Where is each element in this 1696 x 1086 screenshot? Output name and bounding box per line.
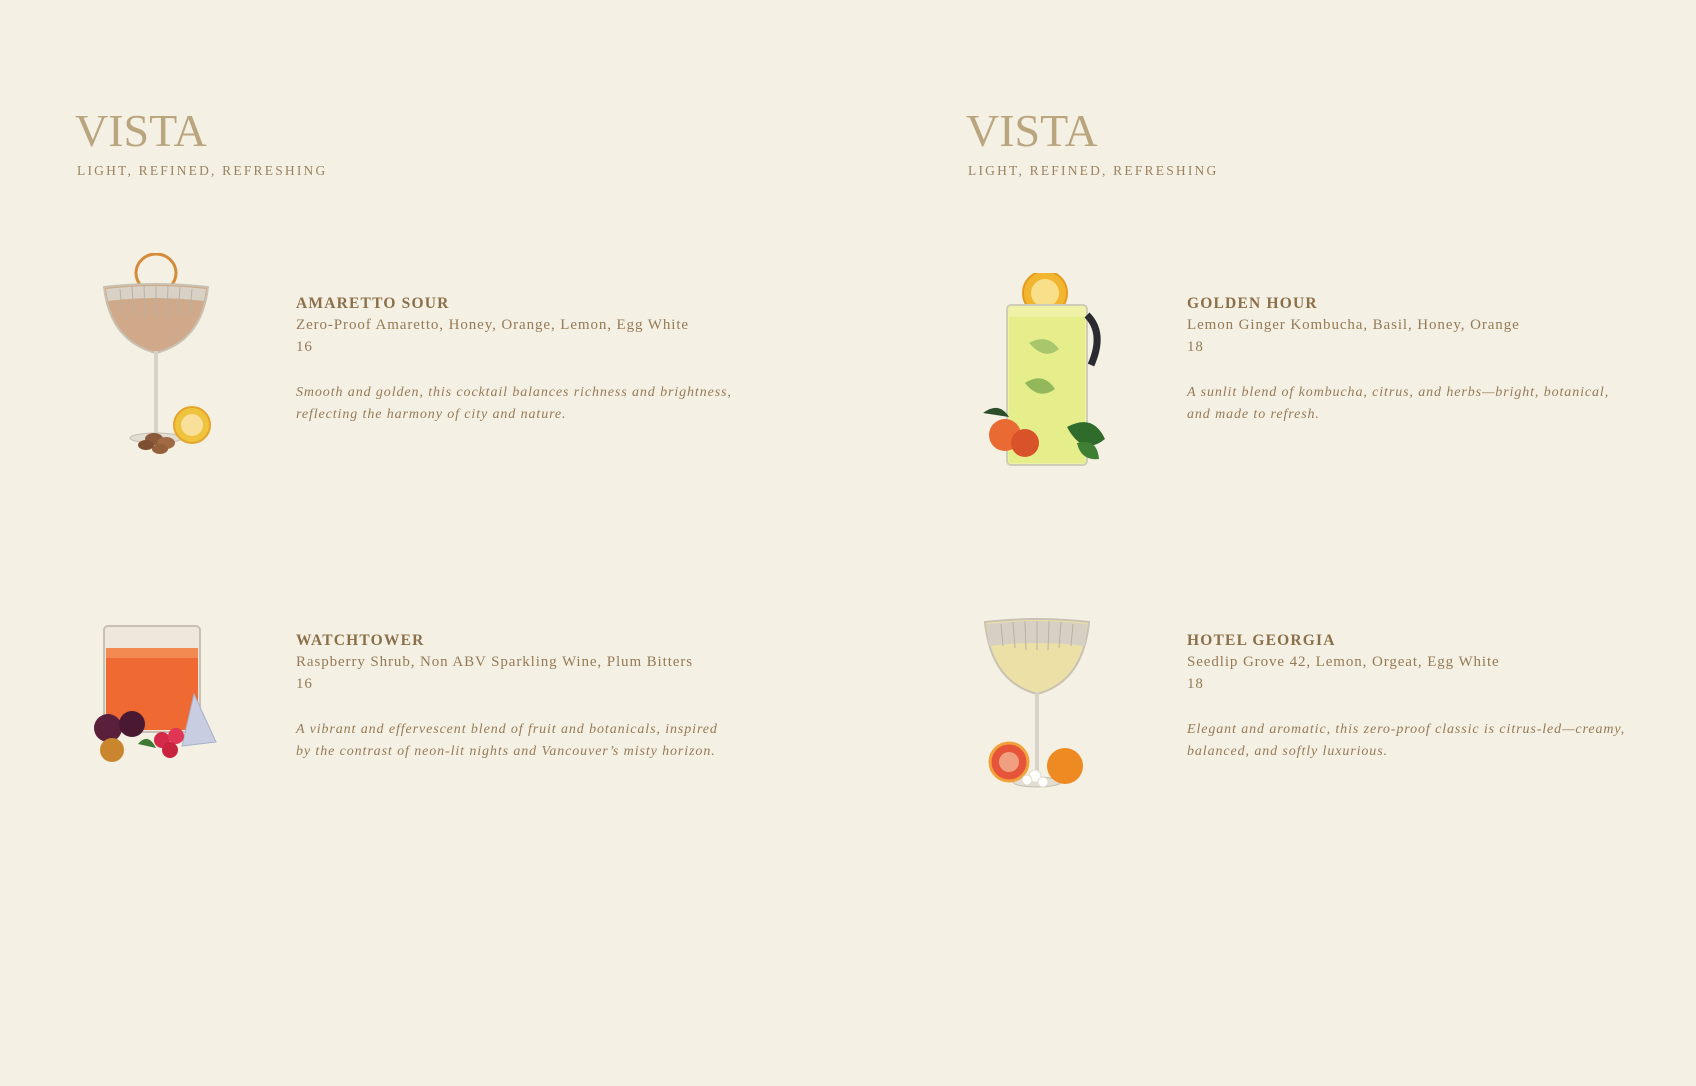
item-ingredients: Zero-Proof Amaretto, Honey, Orange, Lemon, Egg White [296,317,689,333]
item-price: 16 [296,339,313,355]
item-ingredients: Lemon Ginger Kombucha, Basil, Honey, Orange [1187,317,1520,333]
rocks-glass-watchtower-image [86,622,226,772]
item-description: Smooth and golden, this cocktail balances richness and brightness, reflecting the harmony of city and nature. [296,385,732,422]
highball-glass-golden-hour-image [969,273,1119,473]
menu-item-amaretto-sour [0,295,848,525]
item-name: WATCHTOWER [296,632,425,649]
menu-subtitle: LIGHT, REFINED, REFRESHING [968,163,1219,178]
item-description: A sunlit blend of kombucha, citrus, and herbs—bright, botanical, and made to refresh. [1187,385,1610,422]
item-price: 16 [296,676,313,692]
coupe-glass-hotel-georgia-image [979,616,1099,801]
item-price: 18 [1187,339,1204,355]
menu-item-watchtower [0,632,848,862]
menu-page-right [891,0,1696,1086]
menu-subtitle: LIGHT, REFINED, REFRESHING [77,163,328,178]
menu-item-golden-hour [891,295,1696,525]
item-ingredients: Raspberry Shrub, Non ABV Sparkling Wine, Plum Bitters [296,654,693,670]
item-name: HOTEL GEORGIA [1187,632,1336,649]
menu-item-hotel-georgia [891,632,1696,862]
item-name: AMARETTO SOUR [296,295,450,312]
menu-title: VISTA [966,105,1098,156]
item-description: A vibrant and effervescent blend of fruit and botanicals, inspired by the contrast of neon-lit nights and Vancouver’s misty horizon. [296,722,718,759]
item-ingredients: Seedlip Grove 42, Lemon, Orgeat, Egg White [1187,654,1500,670]
item-description: Elegant and aromatic, this zero-proof classic is citrus-led—creamy, balanced, and softly luxurious. [1187,722,1626,759]
coupe-glass-amaretto-sour-image [84,253,224,463]
menu-title: VISTA [75,105,207,156]
item-price: 18 [1187,676,1204,692]
item-name: GOLDEN HOUR [1187,295,1318,312]
